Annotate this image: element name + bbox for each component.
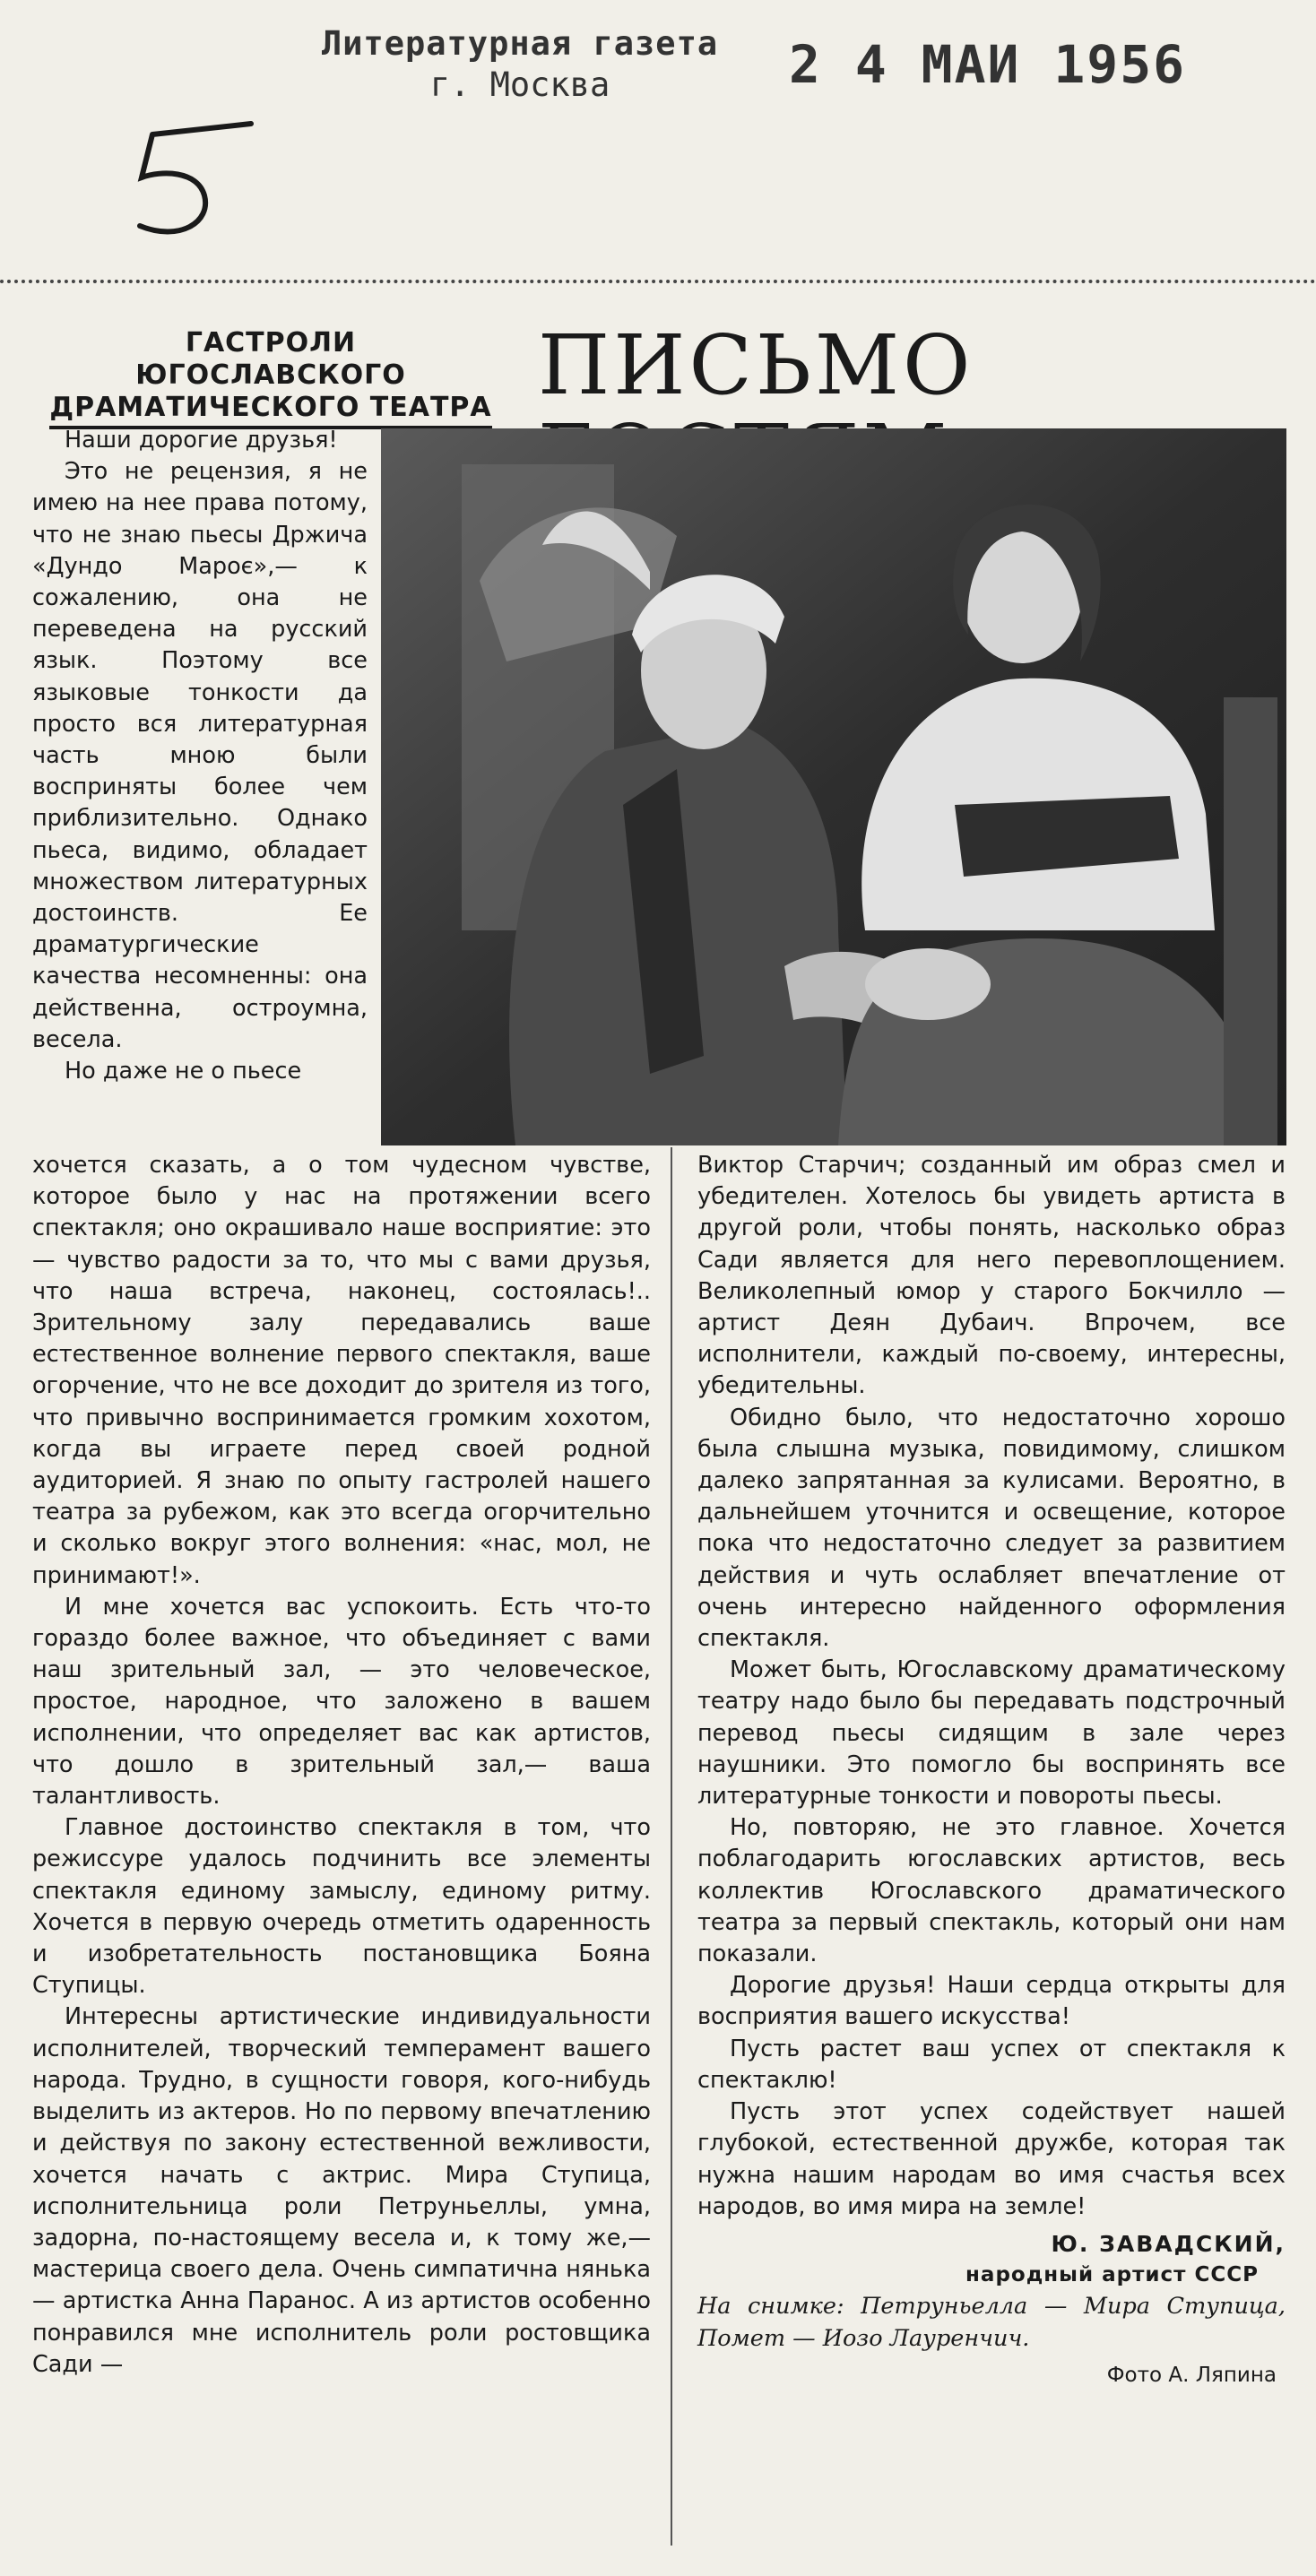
clipping-cut-line [0, 280, 1316, 283]
article-column-1 [32, 425, 368, 1087]
photo-credit: Фото А. Ляпина [1106, 2363, 1277, 2387]
paragraph-3: И мне хочется вас успокоить. Есть что-то гораздо более важное, что объединяет с вами наш зрительный зал, — это человеческое, простое, народное, что заложено в вашем исполнении, что определяет вас как артистов, что дошло в зрительный зал,— ваша талантливость. [32, 1593, 651, 1811]
greeting: Наши дорогие друзья! [65, 427, 338, 454]
article-column-3 [697, 1150, 1286, 2391]
paragraph-10: Пусть растет ваш успех от спектакля к спектаклю! [697, 2035, 1286, 2094]
article-column-2 [32, 1150, 651, 2381]
rubric-line-1: ГАСТРОЛИ ЮГОСЛАВСКОГО [135, 327, 406, 391]
newspaper-stamp [305, 23, 735, 106]
paragraph-8: Но, повторяю, не это главное. Хочется поблагодарить югославских артистов, весь коллектив Югославского драматического театра за первый спектакль, который они нам показали. [697, 1814, 1286, 1968]
handwritten-page-number [90, 108, 260, 242]
author-title: народный артист СССР [965, 2263, 1259, 2287]
paragraph-5-continued: Виктор Старчич; созданный им образ смел и убедителен. Хотелось бы увидеть артиста в другой роли, чтобы понять, насколько образ Сади является для него перевоплощением. Великолепный юмор у старого Бокчилло — артист Деян Дубаич. Впрочем, все исполнители, каждый по-своему, интересны, убедительны. [697, 1152, 1286, 1400]
stamp-city: г. Москва [429, 65, 610, 104]
rubric-line-2: ДРАМАТИЧЕСКОГО ТЕАТРА [49, 392, 491, 429]
article-title: ПИСЬМО [538, 317, 974, 413]
photo-illustration [381, 428, 1286, 1145]
stamp-newspaper-name: Литературная газета [321, 24, 719, 63]
paragraph-2-start: Но даже не о пьесе [65, 1058, 302, 1085]
column-divider [671, 1147, 672, 2546]
paragraph-9: Дорогие друзья! Наши сердца открыты для восприятия вашего искусства! [697, 1972, 1286, 2031]
paragraph-7: Может быть, Югославскому драматическому театру надо было бы передавать подстрочный перевод пьесы сидящим в зале через наушники. Это помогло бы воспринять все литературные тонкости и повороты пьесы. [697, 1656, 1286, 1811]
paragraph-6: Обидно было, что недостаточно хорошо была слышна музыка, повидимому, слишком далеко запрятанная за кулисами. Вероятно, в дальнейшем уточнится и освещение, которое пока что недостаточно следует за развитием действия и чуть ослабляет впечатление от очень интересно найденного оформления спектакля. [697, 1404, 1286, 1653]
author-name: Ю. ЗАВАДСКИЙ, [1051, 2230, 1286, 2257]
stamp-date: 2 4 МАИ 1956 [789, 34, 1187, 95]
paragraph-11: Пусть этот успех содействует нашей глубокой, естественной дружбе, которая так нужна нашим народам во имя счастья всех народов, во имя мира на земле! [697, 2098, 1286, 2220]
article-photo [381, 428, 1286, 1145]
photo-caption: На снимке: Петруньелла — Мира Ступица, Помет — Иозо Лауренчич. [697, 2293, 1286, 2352]
section-rubric [47, 327, 495, 429]
paragraph-5: Интересны артистические индивидуальности исполнителей, творческий темперамент вашего народа. Трудно, в сущности говоря, кого-нибудь выделить из актеров. Но по первому впечатлению и действуя по закону естественной вежливости, хочется начать с актрис. Мира Ступица, исполнительница роли Петруньеллы, умна, задорна, по-настоящему весела и, к тому же,— мастерица своего дела. Очень симпатична нянька — артистка Анна Паранос. А из артистов особенно понравился мне исполнитель роли ростовщика Сади — [32, 2003, 651, 2378]
paragraph-1: Это не рецензия, я не имею на нее права потому, что не знаю пьесы Држича «Дундо Мароє»,— к сожалению, она не переведена на русский язык. Поэтому все языковые тонкости да просто вся литературная часть мною были восприняты более чем приблизительно. Однако пьеса, видимо, обладает множеством литературных достоинств. Ее драматургические качества несомненны: она действенна, остроумна, весела. [32, 458, 368, 1053]
paragraph-2-continued: хочется сказать, а о том чудесном чувстве, которое было у нас на протяжении всего спектакля; оно окрашивало наше восприятие: это — чувство радости за то, что мы с вами друзья, что наша встреча, наконец, состоялась!.. Зрительному залу передавались ваше естественное волнение первого спектакля, ваше огорчение, что не все доходит до зрителя из того, что привычно воспринимается громким хохотом, когда вы играете перед своей родной аудиторией. Я знаю по опыту гастролей нашего театра за рубежом, как это всегда огорчительно и сколько вокруг этого волнения: «нас, мол, не принимают!». [32, 1152, 651, 1589]
paragraph-4: Главное достоинство спектакля в том, что режиссуре удалось подчинить все элементы спектакля единому замыслу, единому ритму. Хочется в первую очередь отметить одаренность и изобретательность постановщика Бояна Ступицы. [32, 1814, 651, 2000]
